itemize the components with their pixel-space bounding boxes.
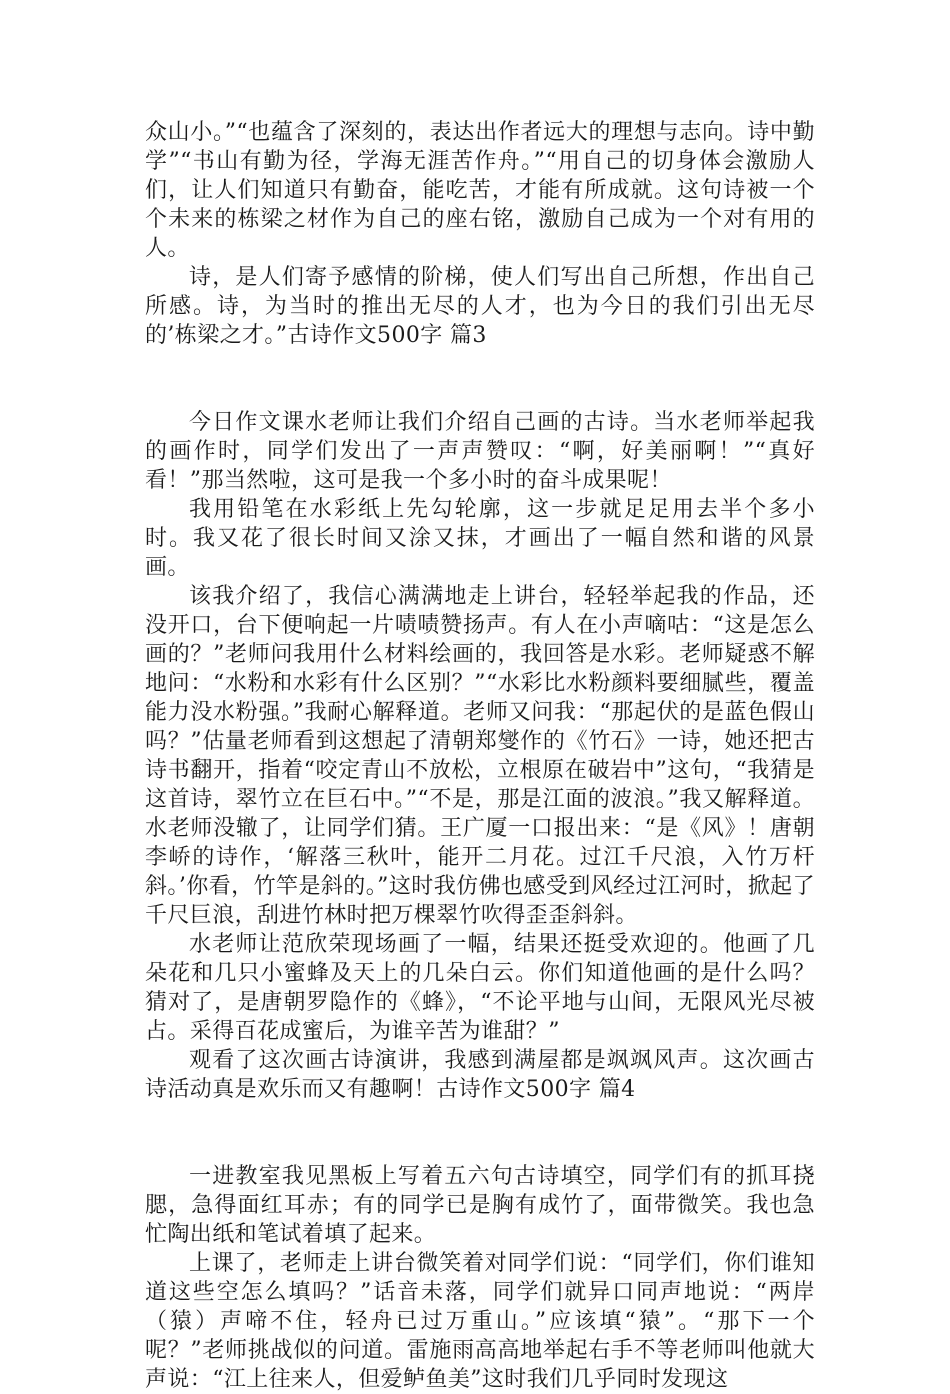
section-gap — [145, 1104, 815, 1162]
paragraph-essay3-presentation: 该我介绍了，我信心满满地走上讲台，轻轻举起我的作品，还没开口，台下便响起一片啧啧赞扬声。有人在小声嘀咕：“这是怎么画的？”老师问我用什么材料绘画的，我回答是水彩。老师疑惑不解地问：“水粉和水彩有什么区别？”“水彩比水粉颜料要细腻些，覆盖能力没水粉强。”我耐心解释道。老师又问我：“那起伏的是蓝色假山吗？”估量老师看到这想起了清朝郑燮作的《竹石》一诗，她还把古诗书翻开，指着“咬定青山不放松，立根原在破岩中”这句，“我猜是这首诗，翠竹立在巨石中。”“不是，那是江面的波浪。”我又解释道。水老师没辙了，让同学们猜。王广厦一口报出来：“是《风》！唐朝李峤的诗作，‘解落三秋叶，能开二月花。过江千尺浪，入竹万杆斜。’你看，竹竿是斜的。”这时我仿佛也感受到风经过江河时，掀起了千尺巨浪，刮进竹林时把万棵翠竹吹得歪歪斜斜。 — [145, 584, 815, 928]
paragraph-essay3-intro: 今日作文课水老师让我们介绍自己画的古诗。当水老师举起我的画作时，同学们发出了一声声赞叹：“啊，好美丽啊！”“真好看！”那当然啦，这可是我一个多小时的奋斗成果呢！ — [145, 410, 815, 493]
paragraph-essay3-conclusion: 观看了这次画古诗演讲，我感到满屋都是飒飒风声。这次画古诗活动真是欢乐而又有趣啊！古诗作文500字 篇4 — [145, 1048, 815, 1102]
paragraph-essay3-fan: 水老师让范欣荣现场画了一幅，结果还挺受欢迎的。他画了几朵花和几只小蜜蜂及天上的几朵白云。你们知道他画的是什么吗？猜对了，是唐朝罗隐作的《蜂》，“不论平地与山间，无限风光尽被占。采得百花成蜜后，为谁辛苦为谁甜？” — [145, 932, 815, 1044]
paragraph-essay4-class: 上课了，老师走上讲台微笑着对同学们说：“同学们，你们谁知道这些空怎么填吗？”话音未落，同学们就异口同声地说：“两岸（猿）声啼不住，轻舟已过万重山。”应该填“猿”。“那下一个呢？”老师挑战似的问道。雷施雨高高地举起右手不等老师叫他就大声说：“江上往来人，但爱鲈鱼美”这时我们几乎同时发现这 — [145, 1251, 815, 1392]
section-gap — [145, 350, 815, 408]
paragraph-poem-summary: 诗，是人们寄予感情的阶梯，使人们写出自己所想，作出自己所感。诗，为当时的推出无尽的人才，也为今日的我们引出无尽的’栋梁之才。”古诗作文500字 篇3 — [145, 265, 815, 348]
paragraph-essay3-drawing: 我用铅笔在水彩纸上先勾轮廓，这一步就足足用去半个多小时。我又花了很长时间又涂又抹，才画出了一幅自然和谐的风景画。 — [145, 497, 815, 580]
document-page — [145, 118, 815, 1394]
paragraph-essay4-intro: 一进教室我见黑板上写着五六句古诗填空，同学们有的抓耳挠腮，急得面红耳赤；有的同学已是胸有成竹了，面带微笑。我也急忙陶出纸和笔试着填了起来。 — [145, 1164, 815, 1247]
paragraph-continuation: 众山小。”“也蕴含了深刻的，表达出作者远大的理想与志向。诗中勤学”“书山有勤为径，学海无涯苦作舟。”“用自己的切身体会激励人们，让人们知道只有勤奋，能吃苦，才能有所成就。这句诗被一个个未来的栋梁之材作为自己的座右铭，激励自己成为一个对有用的人。 — [145, 120, 815, 261]
